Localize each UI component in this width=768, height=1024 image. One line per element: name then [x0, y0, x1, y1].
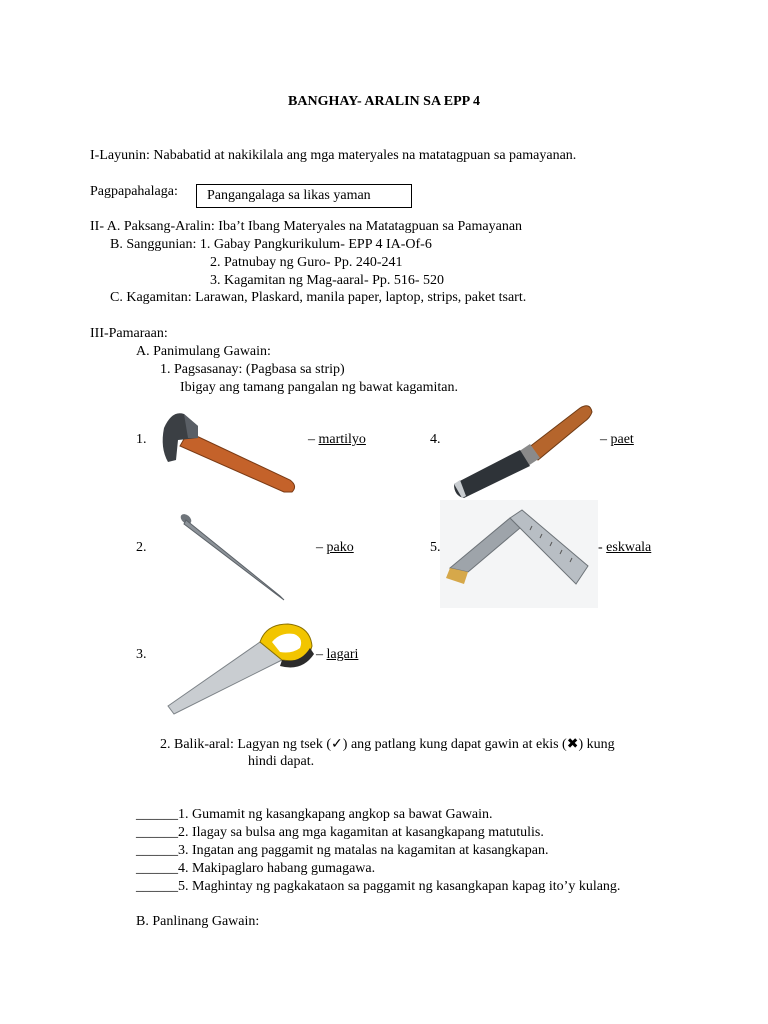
square-ruler-icon: [440, 500, 598, 608]
tool-4-number: 4.: [430, 432, 441, 447]
tool-5-label: - eskwala: [598, 540, 652, 555]
tool-3-number: 3.: [136, 647, 147, 662]
tool-1-label: – martilyo: [308, 432, 366, 447]
balik-aral-line1: 2. Balik-aral: Lagyan ng tsek (✓) ang patlang kung dapat gawin at ekis (✖) kung: [160, 737, 615, 752]
pamaraan-heading: III-Pamaraan:: [90, 326, 168, 341]
tool-1-number: 1.: [136, 432, 147, 447]
tool-4-name: paet: [610, 432, 634, 447]
page-title: BANGHAY- ARALIN SA EPP 4: [288, 94, 480, 109]
list-item: ______5. Maghintay ng pagkakataon sa paggamit ng kasangkapan kapag ito’y kulang.: [136, 879, 621, 894]
list-item: ______3. Ingatan ang paggamit ng matalas na kagamitan at kasangkapan.: [136, 843, 549, 858]
paksang-aralin: II- A. Paksang-Aralin: Iba’t Ibang Materyales na Matatagpuan sa Pamayanan: [90, 219, 523, 234]
list-item: ______1. Gumamit ng kasangkapang angkop sa bawat Gawain.: [136, 807, 493, 822]
chisel-icon: [452, 400, 597, 500]
pagpapahalaga-label: Pagpapahalaga:: [90, 184, 178, 199]
tool-3-name: lagari: [326, 647, 359, 662]
list-item: ______2. Ilagay sa bulsa ang mga kagamitan at kasangkapang matutulis.: [136, 825, 544, 840]
pagpapahalaga-box: Pangangalaga sa likas yaman: [196, 184, 412, 208]
list-item: ______4. Makipaglaro habang gumagawa.: [136, 861, 376, 876]
tool-5-name: eskwala: [606, 540, 652, 555]
panimulang-gawain: A. Panimulang Gawain:: [136, 344, 271, 359]
layunin: I-Layunin: Nababatid at nakikilala ang mga materyales na matatagpuan sa pamayanan.: [90, 148, 577, 163]
tool-2-name: pako: [326, 540, 354, 555]
pagsasanay-instruction: Ibigay ang tamang pangalan ng bawat kagamitan.: [180, 380, 458, 395]
panlinang-gawain: B. Panlinang Gawain:: [136, 914, 260, 929]
tool-3-label: – lagari: [316, 647, 359, 662]
sanggunian-2: 2. Patnubay ng Guro- Pp. 240-241: [210, 255, 403, 270]
tool-2-label: – pako: [316, 540, 354, 555]
sanggunian-3: 3. Kagamitan ng Mag-aaral- Pp. 516- 520: [210, 273, 445, 288]
tool-5-number: 5.: [430, 540, 441, 555]
tool-1-name: martilyo: [318, 432, 366, 447]
tool-2-number: 2.: [136, 540, 147, 555]
sanggunian: B. Sanggunian: 1. Gabay Pangkurikulum- EPP 4 IA-Of-6: [110, 237, 432, 252]
pagsasanay: 1. Pagsasanay: (Pagbasa sa strip): [160, 362, 345, 377]
balik-aral-line2: hindi dapat.: [248, 754, 315, 769]
nail-icon: [178, 510, 288, 602]
kagamitan: C. Kagamitan: Larawan, Plaskard, manila paper, laptop, strips, paket tsart.: [110, 290, 527, 305]
hammer-icon: [158, 408, 300, 494]
saw-icon: [162, 620, 314, 716]
tool-4-label: – paet: [600, 432, 634, 447]
